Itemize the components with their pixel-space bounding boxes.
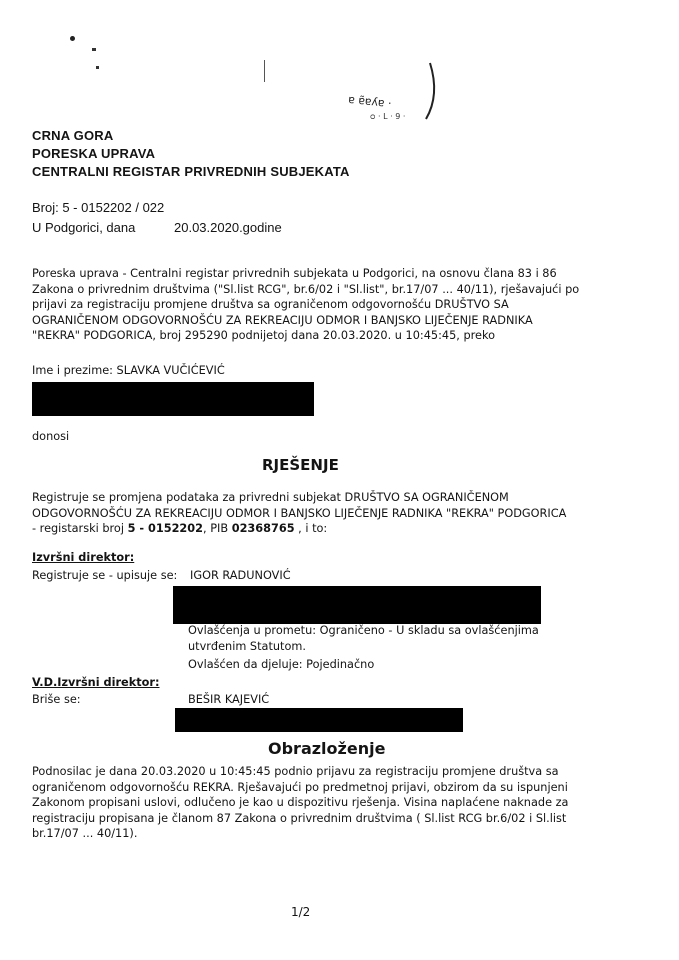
reasoning-line: br.17/07 ... 40/11). <box>32 827 138 841</box>
decision-line: - registarski broj 5 - 0152202, PIB 02368765 , i to: <box>32 522 328 536</box>
scan-mark <box>264 60 265 82</box>
reasoning-line: Podnosilac je dana 20.03.2020 u 10:45:45 podnio prijavu za registraciju promjene društva sa <box>32 765 559 778</box>
director-authority: Ovlašćenja u prometu: Ograničeno - U skladu sa ovlašćenjima <box>188 624 539 637</box>
country-title: CRNA GORA <box>32 128 114 143</box>
pib-number: 02368765 <box>231 522 295 536</box>
document-number: Broj: 5 - 0152202 / 022 <box>32 200 165 215</box>
registry-title: CENTRALNI REGISTAR PRIVREDNIH SUBJEKATA <box>32 164 350 179</box>
registry-number: 5 - 0152202 <box>127 522 204 536</box>
intro-line: Zakona o privrednim društvima ("Sl.list RCG", br.6/02 i "Sl.list", br.17/07 ... 40/11), rješavajući po <box>32 282 580 296</box>
director-authority: utvrđenim Statutom. <box>188 640 306 653</box>
applicant-name: Ime i prezime: SLAVKA VUČIĆEVIĆ <box>32 364 225 377</box>
director-name: IGOR RADUNOVIĆ <box>190 569 291 582</box>
document-date: 20.03.2020.godine <box>174 220 282 235</box>
vd-director-heading: V.D.Izvršni direktor: <box>32 676 160 689</box>
decision-title: RJEŠENJE <box>262 456 339 474</box>
page-number: 1/2 <box>291 905 311 919</box>
reasoning-line: registraciju propisana je članom 87 Zakona o privrednim društvima ( Sl.list RCG br.6/02 i Sl.list <box>32 811 567 825</box>
director-acting: Ovlašćen da djeluje: Pojedinačno <box>188 658 375 671</box>
svg-text:ɐ ɐ̃ɐʎɐ ·: ɐ ɐ̃ɐʎɐ · <box>347 92 393 111</box>
intro-line: OGRANIČENOM ODGOVORNOŠĆU ZA REKREACIJU ODMOR I BANJSKO LIJEČENJE RADNIKA <box>32 313 533 327</box>
redacted-block <box>175 708 463 732</box>
reasoning-line: Zakonom propisani uslovi, odlučeno je kao u dispozitivu rješenja. Visina naplaćene naknade za <box>32 796 569 810</box>
place-label: U Podgorici, dana <box>32 220 136 235</box>
intro-paragraph <box>32 266 646 344</box>
vd-director-action-label: Briše se: <box>32 693 81 706</box>
scan-dot <box>70 36 75 41</box>
redacted-block <box>173 586 541 624</box>
scan-mark <box>92 48 96 51</box>
decision-line: Registruje se promjena podataka za privredni subjekat DRUŠTVO SA OGRANIČENOM <box>32 491 509 504</box>
decision-paragraph <box>32 490 646 537</box>
intro-line: Poreska uprava - Centralni registar privrednih subjekata u Podgorici, na osnovu člana 83 i 86 <box>32 267 557 280</box>
vd-director-name: BEŠIR KAJEVIĆ <box>188 693 270 706</box>
decision-line: ODGOVORNOŠĆU ZA REKREACIJU ODMOR I BANJSKO LIJEČENJE RADNIKA "REKRA" PODGORICA <box>32 506 567 520</box>
reasoning-title: Obrazloženje <box>268 739 386 758</box>
redacted-block <box>32 382 314 416</box>
director-heading: Izvršni direktor: <box>32 551 135 564</box>
svg-text:ᴑ · L · 9 ·: ᴑ · L · 9 · <box>370 112 406 121</box>
authority-title: PORESKA UPRAVA <box>32 146 156 161</box>
donosi-text: donosi <box>32 430 70 443</box>
director-action-label: Registruje se - upisuje se: <box>32 569 178 582</box>
reasoning-paragraph <box>32 764 646 842</box>
stamp-icon <box>330 55 450 135</box>
intro-line: prijavi za registraciju promjene društva sa ograničenom odgovornošću DRUŠTVO SA <box>32 298 509 312</box>
intro-line: "REKRA" PODGORICA, broj 295290 podnijetoj dana 20.03.2020. u 10:45:45, preko <box>32 329 496 343</box>
reasoning-line: ograničenom odgovornošću REKRA. Rješavajući po predmetnoj prijavi, obzirom da su ispunjeni <box>32 780 568 794</box>
scan-mark <box>96 66 99 69</box>
